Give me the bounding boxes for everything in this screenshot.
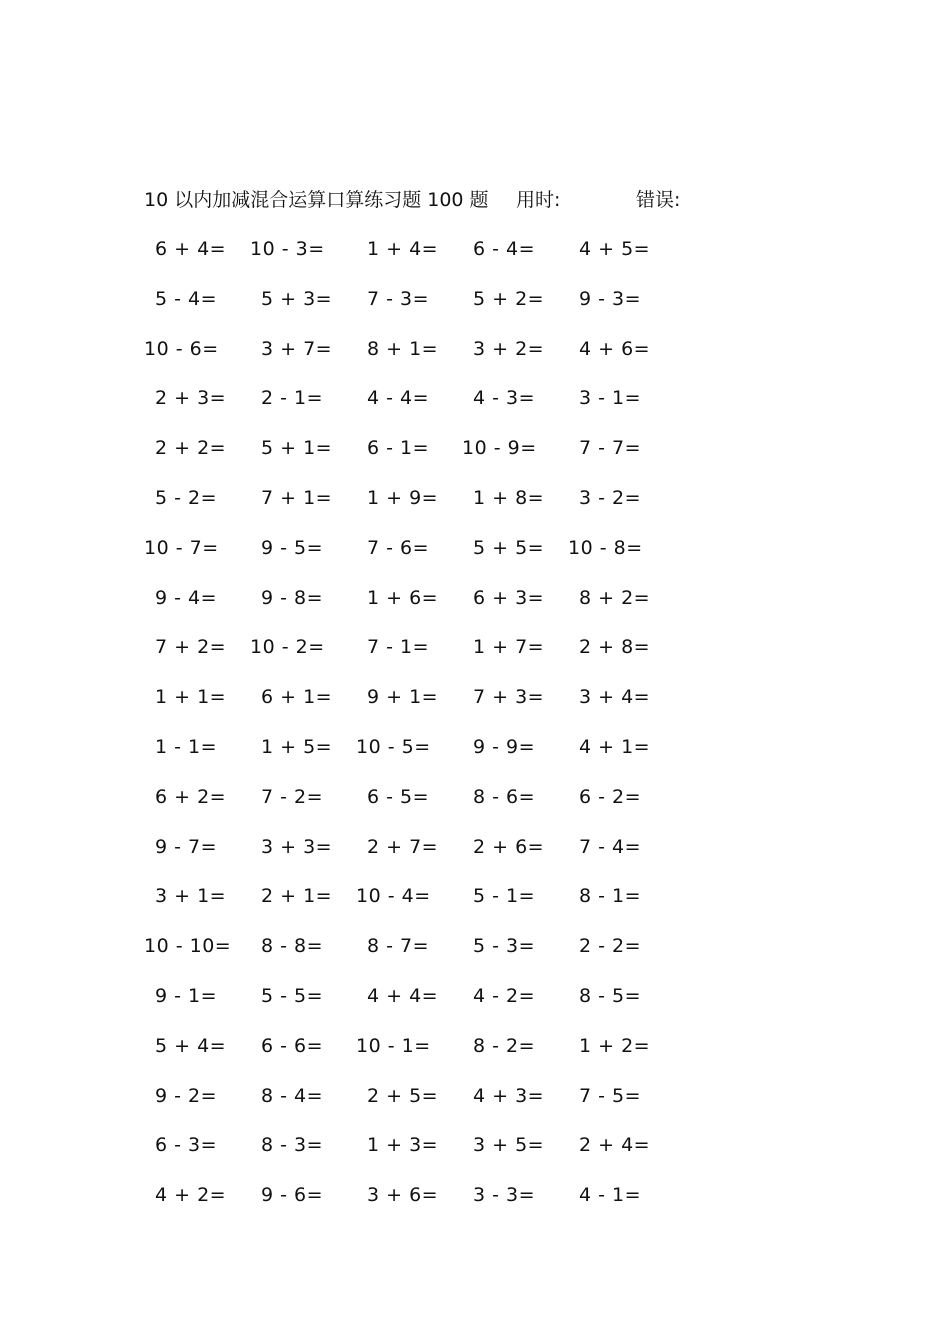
arithmetic-problem: 4 + 1= <box>579 736 651 758</box>
arithmetic-problem: 9 - 1= <box>155 985 218 1007</box>
arithmetic-problem: 5 - 4= <box>155 287 218 310</box>
arithmetic-problem: 1 - 1= <box>155 736 218 758</box>
arithmetic-problem: 2 + 1= <box>261 885 333 908</box>
arithmetic-problem: 1 + 9= <box>367 487 439 509</box>
arithmetic-problem: 6 + 4= <box>155 238 227 260</box>
arithmetic-problem: 8 + 1= <box>367 337 439 360</box>
arithmetic-problem: 7 - 2= <box>261 785 324 808</box>
worksheet-title: 10 以内加减混合运算口算练习题 100 题 <box>144 189 489 211</box>
arithmetic-problem: 10 - 8= <box>568 536 643 559</box>
arithmetic-problem: 9 - 9= <box>473 736 536 758</box>
arithmetic-problem: 7 + 3= <box>473 686 545 709</box>
arithmetic-problem: 8 - 2= <box>473 1034 536 1057</box>
arithmetic-problem: 5 + 1= <box>261 437 333 460</box>
arithmetic-problem: 4 + 2= <box>155 1184 227 1207</box>
arithmetic-problem: 10 - 6= <box>144 337 219 360</box>
arithmetic-problem: 5 + 4= <box>155 1034 227 1057</box>
arithmetic-problem: 8 - 4= <box>261 1084 324 1107</box>
arithmetic-problem: 1 + 7= <box>473 636 545 659</box>
arithmetic-problem: 6 + 3= <box>473 586 545 609</box>
arithmetic-problem: 10 - 7= <box>144 536 219 559</box>
arithmetic-problem: 9 - 6= <box>261 1184 324 1207</box>
arithmetic-problem: 9 - 8= <box>261 586 324 609</box>
arithmetic-problem: 5 + 3= <box>261 287 333 310</box>
arithmetic-problem: 2 + 2= <box>155 437 227 460</box>
arithmetic-problem: 3 - 3= <box>473 1184 536 1207</box>
arithmetic-problem: 1 + 8= <box>473 487 545 509</box>
arithmetic-problem: 7 - 7= <box>579 437 642 460</box>
arithmetic-problem: 4 + 5= <box>579 238 651 260</box>
arithmetic-problem: 3 + 2= <box>473 337 545 360</box>
arithmetic-problem: 8 - 7= <box>367 935 430 958</box>
arithmetic-problem: 2 - 1= <box>261 387 324 410</box>
arithmetic-problem: 4 + 6= <box>579 337 651 360</box>
arithmetic-problem: 3 + 4= <box>579 686 651 709</box>
arithmetic-problem: 5 - 2= <box>155 487 218 509</box>
arithmetic-problem: 3 + 1= <box>155 885 227 908</box>
arithmetic-problem: 5 + 5= <box>473 536 545 559</box>
arithmetic-problem: 1 + 6= <box>367 586 439 609</box>
arithmetic-problem: 7 - 3= <box>367 287 430 310</box>
arithmetic-problem: 8 - 8= <box>261 935 324 958</box>
arithmetic-problem: 2 + 4= <box>579 1134 651 1157</box>
arithmetic-problem: 6 - 2= <box>579 785 642 808</box>
arithmetic-problem: 3 + 3= <box>261 835 333 858</box>
arithmetic-problem: 2 - 2= <box>579 935 642 958</box>
arithmetic-problem: 8 + 2= <box>579 586 651 609</box>
arithmetic-problem: 2 + 6= <box>473 835 545 858</box>
arithmetic-problem: 3 + 7= <box>261 337 333 360</box>
error-label: 错误: <box>636 189 681 211</box>
arithmetic-problem: 10 - 9= <box>462 437 537 460</box>
arithmetic-problem: 7 - 4= <box>579 835 642 858</box>
arithmetic-problem: 6 - 4= <box>473 238 536 260</box>
arithmetic-problem: 4 - 3= <box>473 387 536 410</box>
arithmetic-problem: 6 - 5= <box>367 785 430 808</box>
arithmetic-problem: 6 - 6= <box>261 1034 324 1057</box>
arithmetic-problem: 7 - 6= <box>367 536 430 559</box>
arithmetic-problem: 1 + 3= <box>367 1134 439 1157</box>
arithmetic-problem: 8 - 3= <box>261 1134 324 1157</box>
arithmetic-problem: 3 + 6= <box>367 1184 439 1207</box>
arithmetic-problem: 2 + 7= <box>367 835 439 858</box>
arithmetic-problem: 9 - 2= <box>155 1084 218 1107</box>
arithmetic-problem: 8 - 1= <box>579 885 642 908</box>
arithmetic-problem: 8 - 5= <box>579 985 642 1007</box>
arithmetic-problem: 1 + 4= <box>367 238 439 260</box>
arithmetic-problem: 4 - 1= <box>579 1184 642 1207</box>
arithmetic-problem: 10 - 10= <box>144 935 232 958</box>
arithmetic-problem: 5 - 1= <box>473 885 536 908</box>
arithmetic-problem: 1 + 5= <box>261 736 333 758</box>
arithmetic-problem: 9 + 1= <box>367 686 439 709</box>
arithmetic-problem: 10 - 1= <box>356 1034 431 1057</box>
arithmetic-problem: 10 - 2= <box>250 636 325 659</box>
time-label: 用时: <box>516 189 561 211</box>
arithmetic-problem: 1 + 2= <box>579 1034 651 1057</box>
arithmetic-problem: 6 + 1= <box>261 686 333 709</box>
arithmetic-problem: 6 - 3= <box>155 1134 218 1157</box>
arithmetic-problem: 7 + 2= <box>155 636 227 659</box>
arithmetic-problem: 5 - 5= <box>261 985 324 1007</box>
arithmetic-problem: 10 - 4= <box>356 885 431 908</box>
arithmetic-problem: 6 + 2= <box>155 785 227 808</box>
arithmetic-problem: 9 - 5= <box>261 536 324 559</box>
arithmetic-problem: 4 + 4= <box>367 985 439 1007</box>
arithmetic-problem: 4 - 2= <box>473 985 536 1007</box>
arithmetic-problem: 1 + 1= <box>155 686 227 709</box>
arithmetic-problem: 9 - 7= <box>155 835 218 858</box>
arithmetic-problem: 10 - 5= <box>356 736 431 758</box>
arithmetic-problem: 2 + 5= <box>367 1084 439 1107</box>
arithmetic-problem: 5 + 2= <box>473 287 545 310</box>
arithmetic-problem: 9 - 4= <box>155 586 218 609</box>
arithmetic-problem: 10 - 3= <box>250 238 325 260</box>
arithmetic-problem: 9 - 3= <box>579 287 642 310</box>
arithmetic-problem: 3 + 5= <box>473 1134 545 1157</box>
arithmetic-problem: 7 - 1= <box>367 636 430 659</box>
arithmetic-problem: 7 + 1= <box>261 487 333 509</box>
arithmetic-problem: 2 + 3= <box>155 387 227 410</box>
arithmetic-problem: 7 - 5= <box>579 1084 642 1107</box>
arithmetic-problem: 4 + 3= <box>473 1084 545 1107</box>
arithmetic-problem: 5 - 3= <box>473 935 536 958</box>
arithmetic-problem: 3 - 1= <box>579 387 642 410</box>
arithmetic-problem: 3 - 2= <box>579 487 642 509</box>
arithmetic-problem: 6 - 1= <box>367 437 430 460</box>
arithmetic-problem: 4 - 4= <box>367 387 430 410</box>
arithmetic-problem: 2 + 8= <box>579 636 651 659</box>
arithmetic-problem: 8 - 6= <box>473 785 536 808</box>
